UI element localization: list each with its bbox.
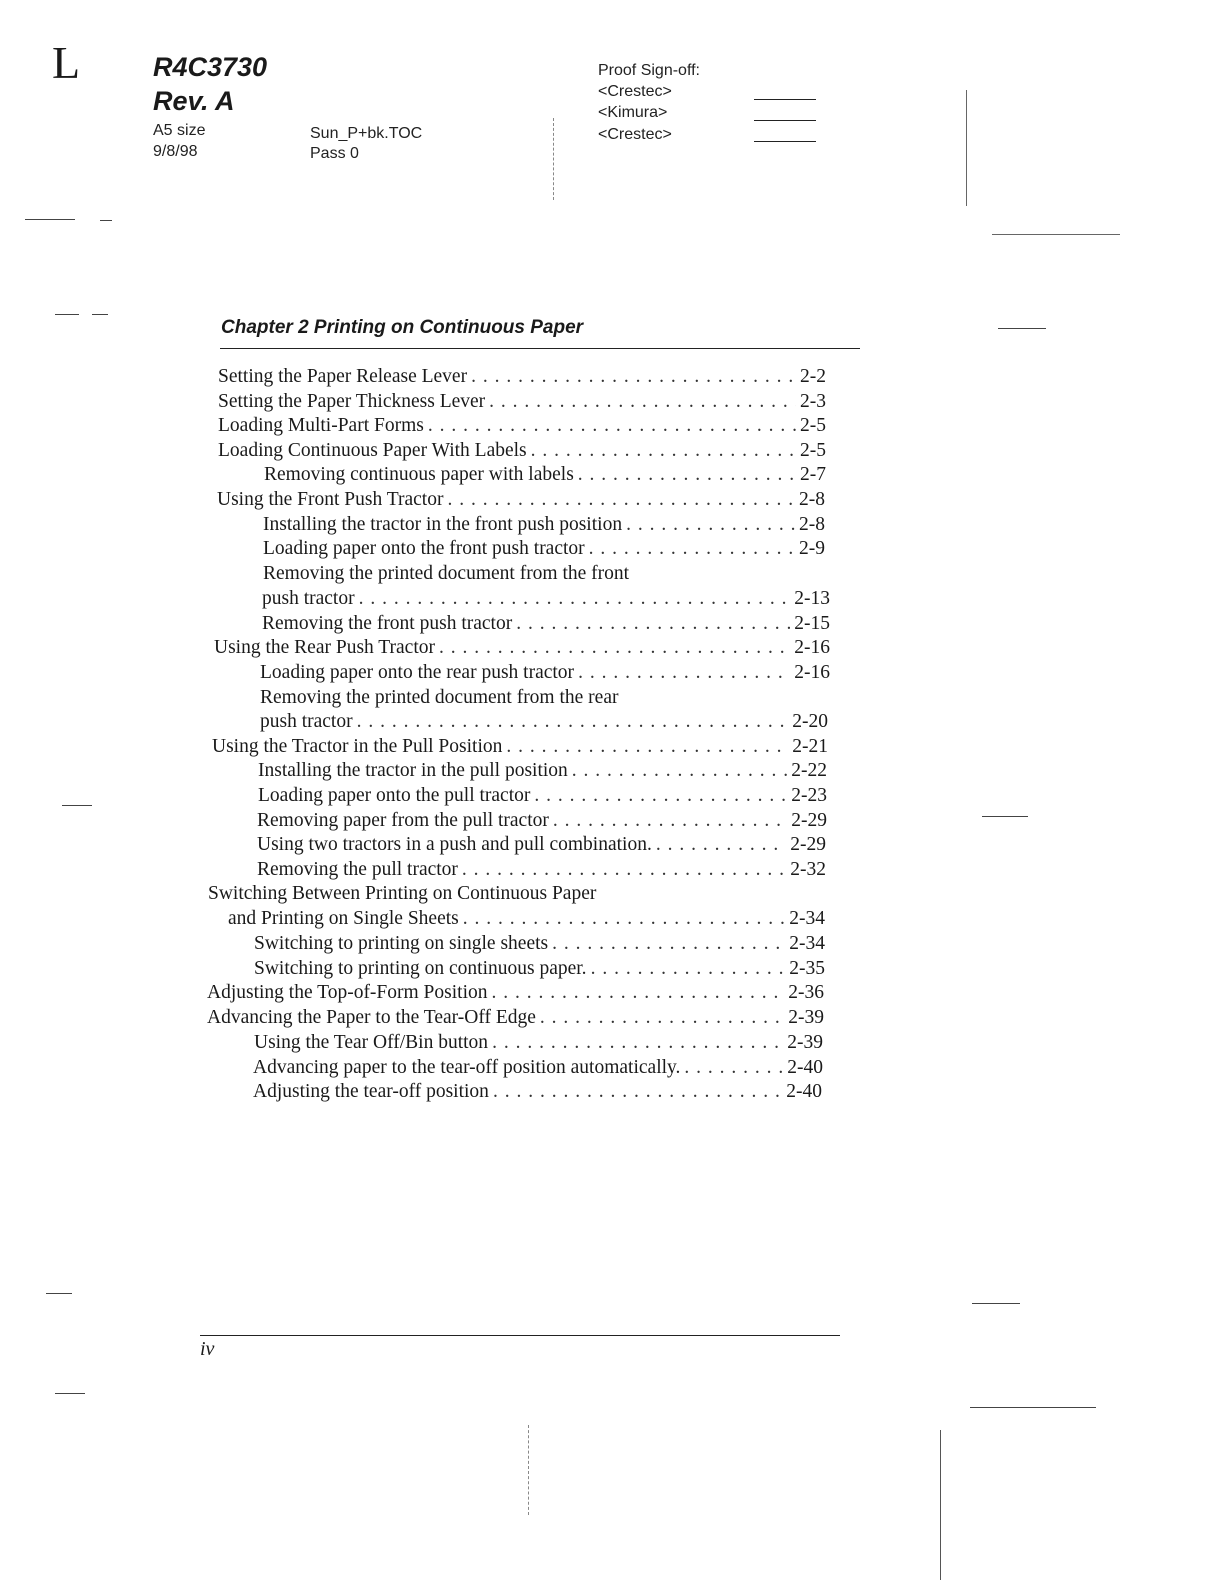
toc-leader-dots (578, 661, 790, 685)
signature-line (754, 141, 816, 142)
crop-mark (62, 805, 92, 806)
toc-entry-page: 2-23 (791, 785, 827, 806)
toc-leader-dots (591, 957, 786, 981)
toc-entry[interactable] (257, 809, 827, 833)
toc-entry[interactable] (253, 1080, 822, 1104)
toc-leader-dots (684, 1056, 783, 1080)
toc-entry-page: 2-5 (800, 415, 826, 436)
toc-entry-title: Advancing paper to the tear-off position automatically. (253, 1057, 681, 1078)
toc-leader-dots (428, 414, 796, 438)
proof-entry: <Kimura> (598, 104, 668, 121)
toc-entry-page: 2-32 (790, 859, 826, 880)
toc-entry[interactable] (218, 390, 826, 414)
toc-entry-page: 2-16 (794, 662, 830, 683)
document-id: R4C3730 (153, 52, 268, 82)
toc-entry-page: 2-40 (786, 1081, 822, 1102)
toc-entry-page: 2-34 (789, 933, 825, 954)
toc-entry-page: 2-8 (799, 514, 825, 535)
toc-entry[interactable] (228, 907, 825, 931)
toc-leader-dots (463, 907, 786, 931)
toc-entry[interactable] (207, 1006, 824, 1030)
toc-entry[interactable] (218, 365, 826, 389)
toc-entry-page: 2-22 (791, 760, 827, 781)
toc-leader-dots (534, 784, 787, 808)
toc-entry[interactable] (258, 784, 827, 808)
toc-entry-title: Adjusting the Top-of-Form Position (207, 982, 488, 1003)
toc-entry-page: 2-36 (788, 982, 824, 1003)
proof-entry: <Crestec> (598, 126, 672, 143)
toc-leader-dots (492, 1031, 783, 1055)
crop-mark (100, 220, 112, 221)
corner-mark: L (52, 37, 81, 88)
toc-leader-dots (439, 636, 790, 660)
toc-entry-title: Installing the tractor in the front push position (263, 514, 623, 535)
toc-entry-page: 2-5 (800, 440, 826, 461)
toc-leader-dots (552, 932, 785, 956)
toc-entry[interactable] (263, 537, 825, 561)
toc-entry[interactable] (217, 488, 825, 512)
toc-leader-dots (553, 809, 787, 833)
crop-mark (46, 1293, 72, 1294)
toc-leader-dots (357, 710, 789, 734)
toc-leader-dots (589, 537, 795, 561)
crop-mark (25, 219, 75, 220)
toc-entry-page: 2-21 (792, 736, 828, 757)
toc-entry-title: and Printing on Single Sheets (228, 908, 459, 929)
toc-entry[interactable] (262, 612, 830, 636)
toc-leader-dots (540, 1006, 784, 1030)
toc-entry-page: 2-2 (800, 366, 826, 387)
toc-entry[interactable] (264, 463, 826, 487)
crop-mark (970, 1407, 1096, 1408)
toc-entry[interactable] (254, 1031, 823, 1055)
crop-mark (528, 1425, 529, 1515)
toc-entry-page: 2-39 (788, 1007, 824, 1028)
toc-entry[interactable] (258, 759, 827, 783)
toc-entry-title: Switching to printing on continuous paper. (254, 958, 587, 979)
crop-mark (553, 118, 554, 200)
toc-entry-title: Loading paper onto the front push tractor (263, 538, 585, 559)
toc-entry[interactable] (218, 414, 826, 438)
toc-entry-title: Using the Tractor in the Pull Position (212, 736, 503, 757)
pass-number: Pass 0 (310, 145, 359, 162)
toc-leader-dots (578, 463, 796, 487)
toc-entry[interactable] (214, 636, 830, 660)
toc-leader-dots (506, 735, 788, 759)
toc-entry-title: Removing the pull tractor (257, 859, 458, 880)
toc-entry-page: 2-40 (787, 1057, 823, 1078)
toc-entry-page: 2-8 (799, 489, 825, 510)
toc-entry-title: push tractor (260, 711, 353, 732)
toc-entry-title: Removing continuous paper with labels (264, 464, 574, 485)
proof-entry: <Crestec> (598, 83, 672, 100)
toc-entry-title: Removing paper from the pull tractor (257, 810, 549, 831)
toc-entry-title: Loading Continuous Paper With Labels (218, 440, 527, 461)
paper-size: A5 size (153, 122, 206, 139)
toc-entry[interactable] (263, 513, 825, 537)
toc-leader-dots (489, 390, 796, 414)
document-date: 9/8/98 (153, 143, 198, 160)
toc-entry-title: Loading paper onto the rear push tractor (260, 662, 575, 683)
toc-entry[interactable] (257, 833, 826, 857)
toc-entry[interactable] (257, 858, 826, 882)
toc-entry-title: Removing the front push tractor (262, 613, 513, 634)
chapter-title: Chapter 2 Printing on Continuous Paper (221, 317, 584, 338)
page-number: iv (200, 1338, 215, 1360)
toc-entry-title: Switching to printing on single sheets (254, 933, 549, 954)
toc-leader-dots (572, 759, 787, 783)
proof-signoff-title: Proof Sign-off: (598, 62, 700, 79)
crop-mark (966, 90, 967, 206)
toc-entry-title: Using the Rear Push Tractor (214, 637, 435, 658)
toc-leader-dots (447, 488, 795, 512)
toc-entry-page: 2-13 (794, 588, 830, 609)
toc-entry[interactable] (260, 661, 830, 685)
toc-entry[interactable] (253, 1056, 823, 1080)
toc-entry-title[interactable]: Switching Between Printing on Continuous Paper (208, 883, 597, 904)
toc-leader-dots (516, 612, 790, 636)
signature-line (754, 99, 816, 100)
toc-leader-dots (492, 981, 785, 1005)
toc-entry-page: 2-39 (787, 1032, 823, 1053)
toc-entry[interactable] (254, 932, 825, 956)
file-name: Sun_P+bk.TOC (310, 125, 423, 142)
toc-entry-title: Using the Tear Off/Bin button (254, 1032, 489, 1053)
toc-entry-title: Adjusting the tear-off position (253, 1081, 489, 1102)
toc-leader-dots (493, 1080, 782, 1104)
crop-mark (92, 314, 108, 315)
toc-entry[interactable] (218, 439, 826, 463)
toc-entry-page: 2-29 (791, 810, 827, 831)
toc-entry-title: Advancing the Paper to the Tear-Off Edge (207, 1007, 536, 1028)
toc-entry-page: 2-9 (799, 538, 825, 559)
toc-entry-page: 2-7 (800, 464, 826, 485)
chapter-divider (220, 348, 860, 349)
toc-leader-dots (359, 587, 791, 611)
toc-entry-title: push tractor (262, 588, 355, 609)
toc-leader-dots (656, 833, 786, 857)
toc-entry-title: Setting the Paper Thickness Lever (218, 391, 486, 412)
toc-leader-dots (531, 439, 796, 463)
toc-entry-page: 2-3 (800, 391, 826, 412)
toc-entry-title: Loading paper onto the pull tractor (258, 785, 531, 806)
toc-entry-page: 2-29 (790, 834, 826, 855)
toc-leader-dots (462, 858, 786, 882)
crop-mark (998, 328, 1046, 329)
toc-entry-title: Using the Front Push Tractor (217, 489, 444, 510)
toc-leader-dots (626, 513, 795, 537)
crop-mark (55, 1393, 85, 1394)
document-revision: Rev. A (153, 86, 235, 116)
crop-mark (972, 1303, 1020, 1304)
toc-leader-dots (471, 365, 796, 389)
toc-entry-page: 2-35 (789, 958, 825, 979)
toc-entry[interactable] (207, 981, 824, 1005)
toc-entry-title[interactable]: Removing the printed document from the front (263, 563, 630, 584)
crop-mark (940, 1430, 941, 1580)
toc-entry-title[interactable]: Removing the printed document from the rear (260, 687, 619, 708)
toc-entry-title: Loading Multi-Part Forms (218, 415, 424, 436)
toc-entry[interactable] (262, 587, 830, 611)
footer-divider (200, 1335, 840, 1336)
toc-entry-page: 2-15 (794, 613, 830, 634)
toc-entry-page: 2-20 (792, 711, 828, 732)
toc-entry-title: Installing the tractor in the pull position (258, 760, 568, 781)
toc-entry[interactable] (254, 957, 825, 981)
crop-mark (55, 314, 79, 315)
toc-entry[interactable] (260, 710, 828, 734)
signature-line (754, 120, 816, 121)
toc-entry-page: 2-16 (794, 637, 830, 658)
toc-entry[interactable] (212, 735, 828, 759)
crop-mark (982, 816, 1028, 817)
toc-entry-page: 2-34 (789, 908, 825, 929)
crop-mark (992, 234, 1120, 235)
toc-entry-title: Setting the Paper Release Lever (218, 366, 468, 387)
toc-entry-title: Using two tractors in a push and pull combination. (257, 834, 652, 855)
